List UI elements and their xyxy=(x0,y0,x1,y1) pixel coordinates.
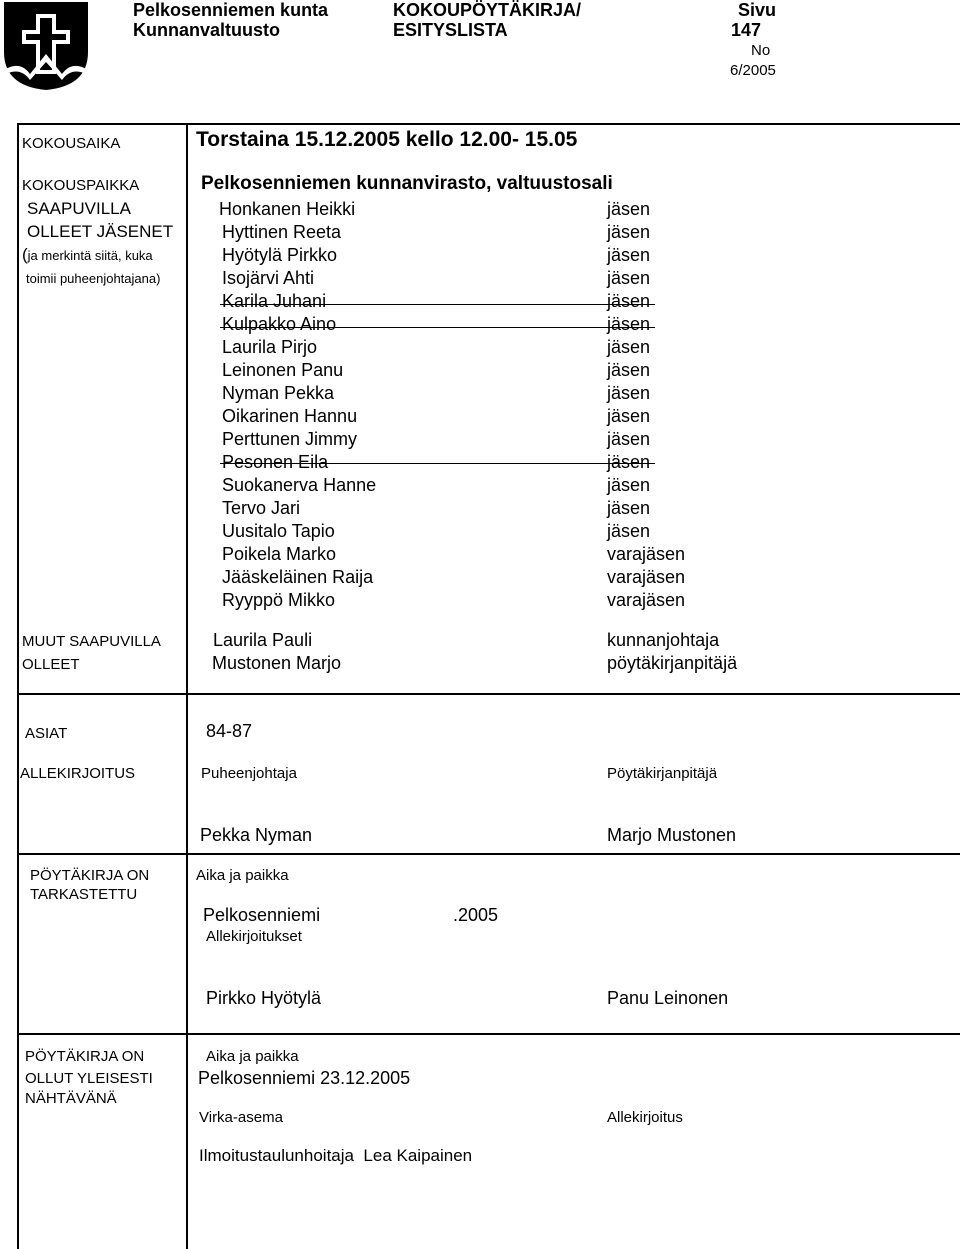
checked-time-place-label: Aika ja paikka xyxy=(196,867,289,884)
member-name: Laurila Pirjo xyxy=(222,337,318,357)
signatures-label: ALLEKIRJOITUS xyxy=(20,765,136,782)
member-role: varajäsen xyxy=(607,544,686,564)
member-role: jäsen xyxy=(607,452,651,472)
coat-of-arms-logo xyxy=(0,0,92,92)
checked-label-1: PÖYTÄKIRJA ON xyxy=(30,867,150,884)
member-name: Honkanen Heikki xyxy=(219,199,356,219)
header-page-number: 147 xyxy=(731,20,762,40)
checked-place: Pelkosenniemi xyxy=(203,905,321,925)
header-page-label: Sivu xyxy=(738,0,777,20)
strike-line xyxy=(220,327,655,328)
member-role: jäsen xyxy=(607,383,651,403)
member-name: Karila Juhani xyxy=(222,291,327,311)
chair-name: Pekka Nyman xyxy=(200,825,313,845)
public-position-label: Virka-asema xyxy=(199,1109,283,1126)
others-person-2-role: pöytäkirjanpitäjä xyxy=(607,653,738,673)
member-role: jäsen xyxy=(607,314,651,334)
member-role: jäsen xyxy=(607,429,651,449)
member-role: jäsen xyxy=(607,475,651,495)
items-value: 84-87 xyxy=(206,721,253,741)
meeting-time-label: KOKOUSAIKA xyxy=(22,135,121,152)
public-label-3: NÄHTÄVÄNÄ xyxy=(25,1090,117,1107)
column-divider-line xyxy=(186,123,188,1249)
member-role: jäsen xyxy=(607,268,651,288)
present-note-text: ja merkintä siitä, kuka xyxy=(27,248,153,263)
member-role: jäsen xyxy=(607,291,651,311)
member-role: jäsen xyxy=(607,337,651,357)
present-label-1: SAAPUVILLA xyxy=(27,199,131,218)
checked-signatures-label: Allekirjoitukset xyxy=(206,928,302,945)
others-person-1-role: kunnanjohtaja xyxy=(607,630,720,650)
checker-2-name: Panu Leinonen xyxy=(607,988,729,1008)
checker-1-name: Pirkko Hyötylä xyxy=(206,988,322,1008)
checked-date: .2005 xyxy=(453,905,499,925)
member-name: Ryyppö Mikko xyxy=(222,590,336,610)
member-name: Perttunen Jimmy xyxy=(222,429,358,449)
others-label-1: MUUT SAAPUVILLA xyxy=(22,633,161,650)
items-label: ASIAT xyxy=(25,725,68,742)
public-time-place-label: Aika ja paikka xyxy=(206,1048,299,1065)
header-council: Kunnanvaltuusto xyxy=(133,20,280,40)
public-label-2: OLLUT YLEISESTI xyxy=(25,1070,153,1087)
public-signature-label: Allekirjoitus xyxy=(607,1109,683,1126)
member-name: Hyttinen Reeta xyxy=(222,222,342,242)
member-name: Leinonen Panu xyxy=(222,360,344,380)
strike-line xyxy=(220,463,655,464)
chair-label: Puheenjohtaja xyxy=(201,765,297,782)
present-note-2: toimii puheenjohtajana) xyxy=(26,271,161,286)
member-role: jäsen xyxy=(607,199,651,219)
member-name: Pesonen Eila xyxy=(222,452,329,472)
header-doc-type-1: KOKOUPÖYTÄKIRJA/ xyxy=(393,0,582,20)
others-label-2: OLLEET xyxy=(22,656,80,673)
member-name: Hyötylä Pirkko xyxy=(222,245,338,265)
member-name: Jääskeläinen Raija xyxy=(222,567,374,587)
divider-after-checked xyxy=(17,1033,960,1035)
meeting-place-value: Pelkosenniemen kunnanvirasto, valtuustosali xyxy=(201,173,613,194)
member-role: jäsen xyxy=(607,521,651,541)
member-name: Uusitalo Tapio xyxy=(222,521,335,541)
public-label-1: PÖYTÄKIRJA ON xyxy=(25,1048,145,1065)
member-role: jäsen xyxy=(607,245,651,265)
meeting-place-label: KOKOUSPAIKKA xyxy=(22,177,140,194)
header-doc-type-2: ESITYSLISTA xyxy=(393,20,508,40)
member-role: jäsen xyxy=(607,406,651,426)
member-name: Nyman Pekka xyxy=(222,383,335,403)
others-person-1-name: Laurila Pauli xyxy=(213,630,313,650)
member-role: jäsen xyxy=(607,222,651,242)
present-note-1 xyxy=(22,245,153,265)
member-name: Isojärvi Ahti xyxy=(222,268,315,288)
member-name: Tervo Jari xyxy=(222,498,301,518)
member-name: Suokanerva Hanne xyxy=(222,475,377,495)
member-name: Oikarinen Hannu xyxy=(222,406,358,426)
header-no-label: No xyxy=(751,42,771,59)
member-role: jäsen xyxy=(607,360,651,380)
header-no-value: 6/2005 xyxy=(730,62,776,79)
member-role: jäsen xyxy=(607,498,651,518)
header-municipality: Pelkosenniemen kunta xyxy=(133,0,329,20)
strike-line xyxy=(220,304,655,305)
divider-after-others xyxy=(17,693,960,695)
present-label-2: OLLEET JÄSENET xyxy=(27,222,174,241)
member-role: varajäsen xyxy=(607,567,686,587)
divider-top xyxy=(17,123,960,125)
present-note-paren: ( xyxy=(22,245,28,264)
frame-left-line xyxy=(17,123,19,1249)
others-person-2-name: Mustonen Marjo xyxy=(212,653,342,673)
divider-after-signatures xyxy=(17,853,960,855)
member-role: varajäsen xyxy=(607,590,686,610)
meeting-time-value: Torstaina 15.12.2005 kello 12.00- 15.05 xyxy=(196,128,578,151)
secretary-label: Pöytäkirjanpitäjä xyxy=(607,765,718,782)
secretary-name: Marjo Mustonen xyxy=(607,825,737,845)
member-name: Kulpakko Aino xyxy=(222,314,337,334)
public-position-value: Ilmoitustaulunhoitaja Lea Kaipainen xyxy=(199,1146,473,1165)
public-time-place-value: Pelkosenniemi 23.12.2005 xyxy=(198,1068,411,1088)
checked-label-2: TARKASTETTU xyxy=(30,886,138,903)
member-name: Poikela Marko xyxy=(222,544,337,564)
